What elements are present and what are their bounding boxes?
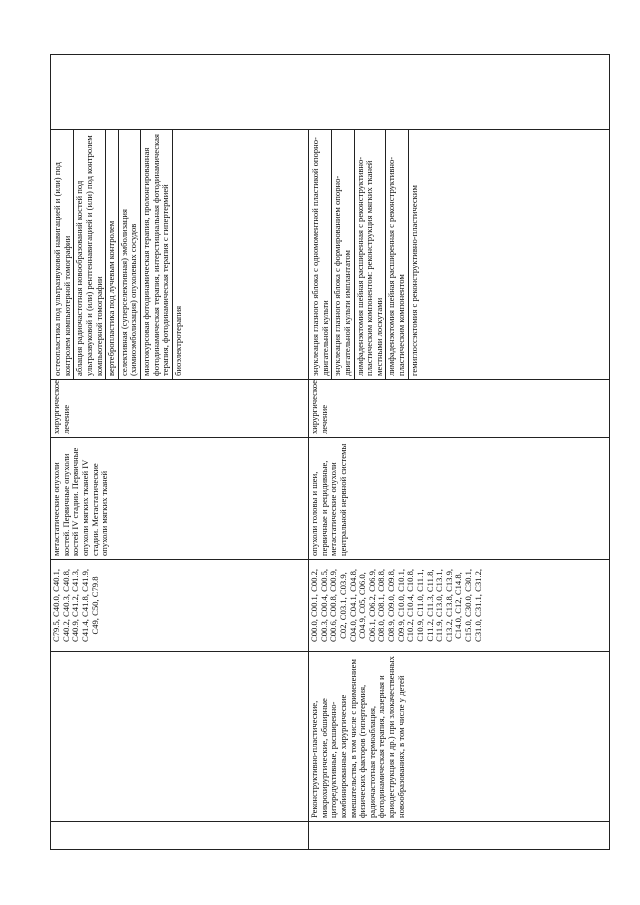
- icd-codes-cell: C00.0, C00.1, C00.2, C00.3, C00.4, C00.5, C00.6, C00.8, C00.9, C02, C03.1, C03.9, C04.0, C04.1, C04.8, C04.9, C05, C06.0, C06.1, C06.2, C06.9, C08.0, C08.1, C08.8, C08.9, C09.0, C09.8, C09.9, C10.0, C10.1, C10.2, C10.4, C10.8, C10.9, C11.0, C11.1, C11.2, C11.3, C11.8, C11.9, C13.0, C13.1, C13.2, C13.8, C13.9, C14.0, C12, C14.8, C15.0, C30.0, C30.1, C31.0, C31.1, C31.2,: [309, 560, 610, 652]
- method-item: аблация радиочастотная новообразований костей под ультразвуковой и (или) рентгеннавигацией и (или) под контролем компьютерной томографии: [73, 130, 105, 379]
- description-cell: [51, 652, 309, 822]
- table-row: [309, 55, 610, 850]
- table-row: [51, 55, 309, 850]
- icd-codes-cell: C79.5, C40.0, C40.1, C40.2, C40.3, C40.8, C40.9, C41.2, C41.3, C41.4, C41.8, C41.9, C49, C50, C79.8: [51, 560, 309, 652]
- method-item: остеопластика под ультразвуковой навигацией и (или) под контролем компьютерной томографии: [52, 162, 72, 376]
- method-item: гемиглоссэктомия с реконструктивно-пластическим: [408, 130, 421, 379]
- treatment-type-cell: хирургическое лечение: [51, 380, 309, 438]
- medical-care-table: [50, 54, 610, 850]
- row-number-cell: [309, 822, 610, 850]
- treatment-methods-cell: [51, 130, 309, 380]
- method-item: лимфаденэктомия шейная расширенная с реконструктивно-пластическим компонентом: [385, 130, 407, 379]
- method-item: энуклеация глазного яблока с одномоментной пластикой опорно-двигательной культи: [310, 137, 330, 376]
- method-item: вертебропластика под лучевым контролем: [105, 130, 118, 379]
- patient-model-cell: опухоли головы и шеи, первичные и рецидивные, метастатические опухоли центральной нервной системы: [309, 438, 610, 560]
- patient-model-cell: метастатические опухоли костей. Первичные опухоли костей IV стадии. Первичные опухоли мягких тканей IV стадии. Метастатические опухоли мягких тканей: [51, 438, 309, 560]
- method-item: биоэлектротерапия: [172, 130, 185, 379]
- treatment-type-cell: хирургическое лечение: [309, 380, 610, 438]
- method-item: энуклеация глазного яблока с формированием опорно-двигательной культи имплантатом: [331, 130, 353, 379]
- method-item: многокурсовая фотодинамическая терапия, пролонгированная фотодинамическая терапия, интерстициальная фотодинамическая терапия, фотодинамическая терапия с гипертермией: [140, 130, 172, 379]
- cost-cell: [51, 55, 610, 130]
- description-cell: Реконструктивно-пластические, микрохирургические, обширные циторедуктивные, расширенно-комбинированные хирургические вмешательства, в том числе с применением физических факторов (гипертермия, радиочастотная термоаблация, фотодинамическая терапия, лазерная и криодеструкция и др.) при злокачественных новообразованиях, в том числе у детей: [309, 652, 610, 822]
- method-item: лимфаденэктомия шейная расширенная с реконструктивно-пластическим компонентом: реконструкция мягких тканей местными лоскутами: [354, 130, 386, 379]
- row-number-cell: [51, 822, 309, 850]
- method-item: селективная (суперселективная) эмболизация (химиоэмболизация) опухолевых сосудов: [118, 130, 140, 379]
- rotated-table-sheet: [50, 55, 610, 850]
- treatment-methods-cell: [309, 130, 610, 380]
